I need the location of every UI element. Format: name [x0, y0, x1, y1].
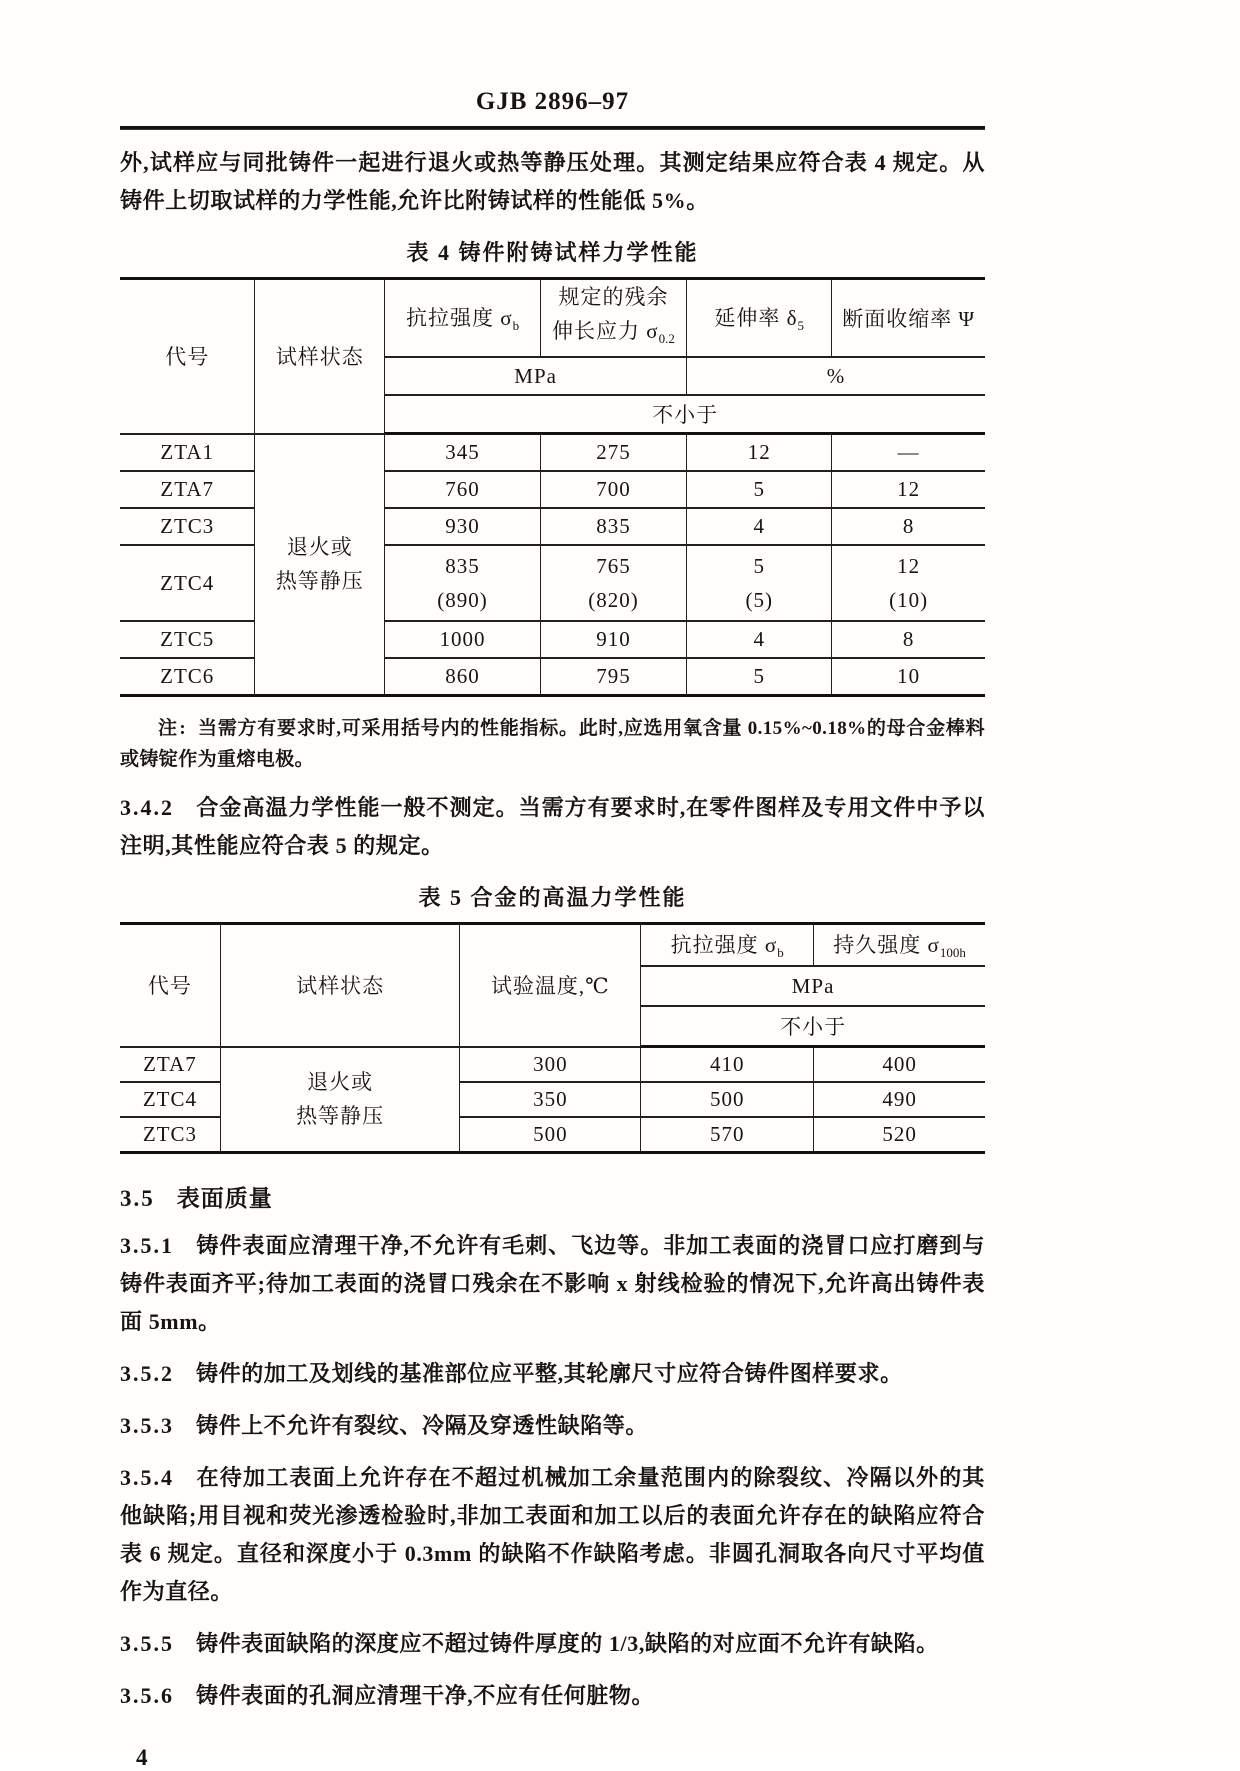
t4-header-elongation: 延伸率 $\delta_5$	[687, 279, 832, 358]
t5-header-state: 试样状态	[220, 924, 460, 1047]
section-3-4-2: 3.4.2 合金高温力学性能一般不测定。当需方有要求时,在零件图样及专用文件中予以注明,其性能应符合表 5 的规定。	[120, 795, 985, 859]
t5-state-cell: 退火或 热等静压	[220, 1047, 460, 1153]
table5-title: 表 5 合金的高温力学性能	[418, 885, 687, 911]
section-3-5-3: 3.5.3 铸件上不允许有裂纹、冷隔及穿透性缺陷等。	[120, 1413, 649, 1439]
page-content	[120, 88, 985, 1771]
t5-header-code: 代号	[120, 924, 220, 1047]
table-row: ZTC5 1000 910 4 8	[120, 621, 985, 658]
section-3-5-heading: 3.5 表面质量	[120, 1186, 273, 1212]
table4-title: 表 4 铸件附铸试样力学性能	[406, 240, 699, 265]
t4-state-cell: 退火或 热等静压	[255, 434, 385, 696]
t4-header-tensile: 抗拉强度 $\sigma_b$	[385, 279, 541, 358]
t5-unit-mpa: MPa	[641, 966, 985, 1006]
standard-code: GJB 2896–97	[475, 88, 630, 115]
t4-unit-mpa: MPa	[385, 357, 687, 395]
table-row: ZTA7 退火或 热等静压 300 410 400	[120, 1047, 985, 1083]
table-row: ZTC4 835 (890) 765 (820) 5 (5) 12 (10)	[120, 545, 985, 621]
table-row: ZTC6 860 795 5 10	[120, 658, 985, 696]
table-row: ZTA1 退火或 热等静压 345 275 12 —	[120, 434, 985, 472]
t4-header-reduction: 断面收缩率 Ψ	[832, 279, 985, 358]
table-row: ZTC4 350 500 490	[120, 1082, 985, 1117]
t4-header-state: 试样状态	[255, 279, 385, 434]
table-4	[120, 277, 985, 697]
t5-not-less-label: 不小于	[641, 1006, 985, 1047]
section-3-5-5: 3.5.5 铸件表面缺陷的深度应不超过铸件厚度的 1/3,缺陷的对应面不允许有缺陷。	[120, 1631, 939, 1657]
t5-header-temp: 试验温度,℃	[460, 924, 641, 1047]
table-5	[120, 922, 985, 1154]
header-rule	[120, 126, 985, 130]
t4-unit-percent: %	[687, 357, 985, 395]
section-3-5-4: 3.5.4 在待加工表面上允许存在不超过机械加工余量范围内的除裂纹、冷隔以外的其他缺陷;用目视和荧光渗透检验时,非加工表面和加工以后的表面允许存在的缺陷应符合表 6 规定。直径和深度小于 0.3mm 的缺陷不作缺陷考虑。非圆孔洞取各向尺寸平均值作为直径。	[120, 1465, 985, 1605]
section-3-5-2: 3.5.2 铸件的加工及划线的基准部位应平整,其轮廓尺寸应符合铸件图样要求。	[120, 1361, 903, 1387]
t5-header-endurance: 持久强度 $\sigma_{100h}$	[814, 924, 985, 967]
t4-not-less-label: 不小于	[385, 395, 985, 434]
section-3-5-6: 3.5.6 铸件表面的孔洞应清理干净,不应有任何脏物。	[120, 1683, 655, 1709]
table-row: ZTC3 930 835 4 8	[120, 508, 985, 545]
table-row: ZTA7 760 700 5 12	[120, 471, 985, 508]
t4-header-residual: 规定的残余 伸长应力 $\sigma_{0.2}$	[540, 279, 686, 358]
intro-paragraph: 外,试样应与同批铸件一起进行退火或热等静压处理。其测定结果应符合表 4 规定。从铸件上切取试样的力学性能,允许比附铸试样的性能低 5%。	[120, 150, 985, 213]
t4-header-code: 代号	[120, 279, 255, 434]
section-3-5-1: 3.5.1 铸件表面应清理干净,不允许有毛刺、飞边等。非加工表面的浇冒口应打磨到与铸件表面齐平;待加工表面的浇冒口残余在不影响 x 射线检验的情况下,允许高出铸件表面 5mm。	[120, 1233, 985, 1335]
table-row: ZTC3 500 570 520	[120, 1117, 985, 1153]
page-number: 4	[136, 1745, 148, 1771]
table4-note: 注: 当需方有要求时,可采用括号内的性能指标。此时,应选用氧含量 0.15%~0.18%的母合金棒料或铸锭作为重熔电极。	[120, 718, 986, 771]
t5-header-tensile: 抗拉强度 $\sigma_b$	[641, 924, 814, 967]
